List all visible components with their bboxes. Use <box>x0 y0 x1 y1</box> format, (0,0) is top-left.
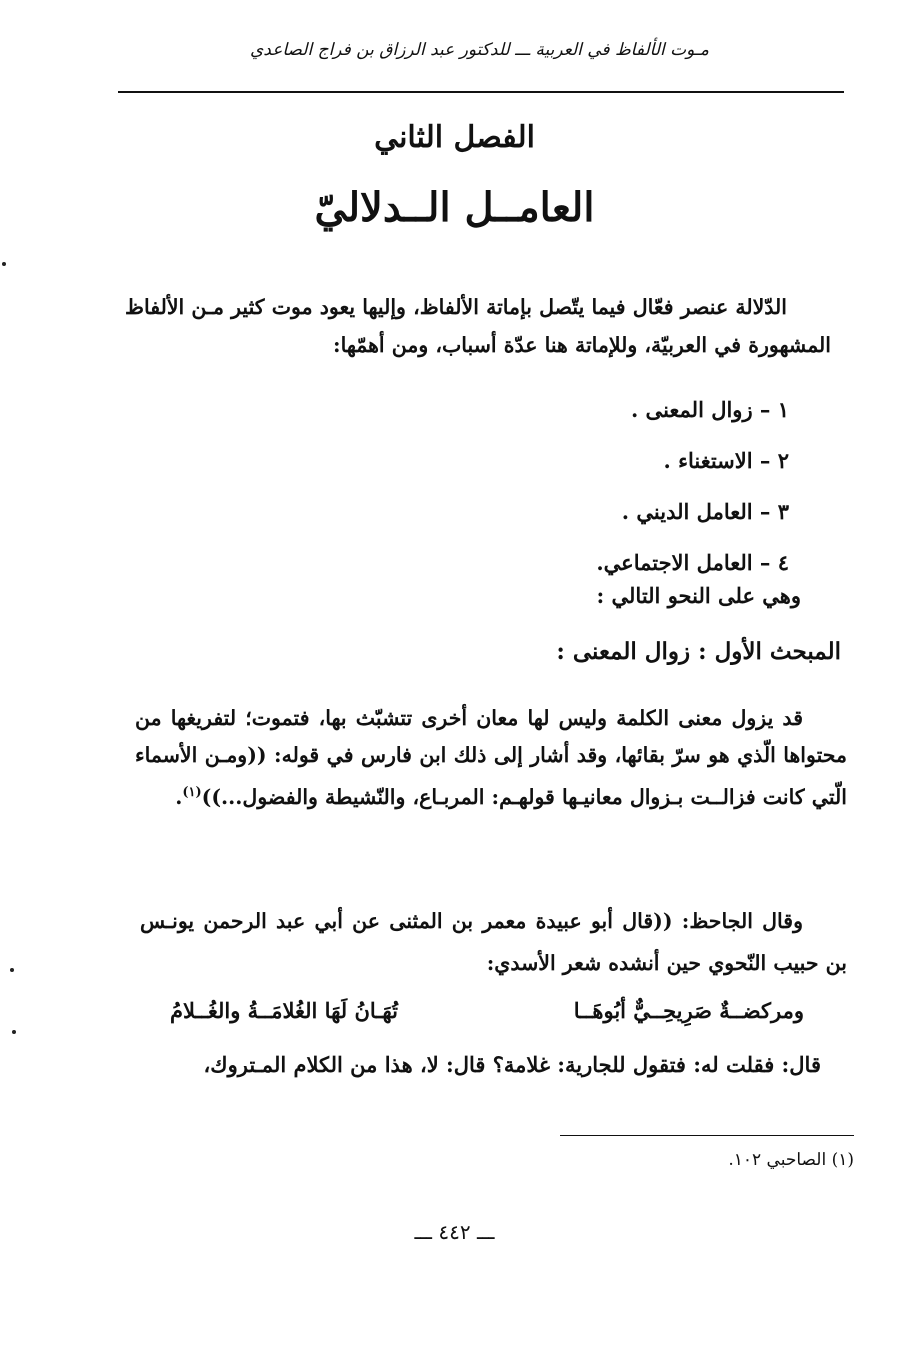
header-divider <box>118 91 844 93</box>
section-paragraph-1 <box>135 700 847 816</box>
section-paragraph-2-text: وقال الجاحظ: ((قال أبو عبيدة معمر بن المثنى عن أبي عبد الرحمن يونـس بن حبيب النّحوي حين أنشده شعر الأسدي: <box>140 909 847 975</box>
intro-paragraph <box>125 288 831 364</box>
footnote: (١) الصاحبي ١٠٢. <box>728 1150 854 1170</box>
list-item: ٢ – الاستغناء . <box>663 448 789 473</box>
causes-list <box>429 384 789 588</box>
scan-speck <box>10 968 14 972</box>
closing-line: قال: فقلت له: فتقول للجارية: غلامة؟ قال: لا، هذا من الكلام المـتروك، <box>203 1052 821 1077</box>
running-header: مـوت الألفاظ في العربية ـــ للدكتور عبد الرزاق بن فراج الصاعدي <box>250 40 709 60</box>
section-paragraph-2 <box>140 900 847 984</box>
page-number: ـــ ٤٤٢ ـــ <box>414 1220 495 1244</box>
verse-first-hemistich: ومركضــةٌ صَرِيحِــيٌّ أبُوهَــا <box>573 998 804 1023</box>
footnote-ref: (١) <box>182 785 202 800</box>
scan-speck <box>12 1030 16 1034</box>
chapter-title: العامــل الــدلاليّ <box>314 184 595 231</box>
list-item: ٤ – العامل الاجتماعي. <box>596 550 789 575</box>
section-heading: المبحث الأول : زوال المعنى : <box>556 638 841 665</box>
verse-second-hemistich: تُهَـانُ لَهَا الغُلامَــةُ والغُــلامُ <box>170 998 398 1023</box>
list-item: ١ – زوال المعنى . <box>630 397 789 422</box>
footnote-divider <box>560 1135 854 1136</box>
poetry-verse <box>170 998 804 1023</box>
section-paragraph-1-text: قد يزول معنى الكلمة وليس لها معان أخرى تتشبّث بها، فتموت؛ لتفريغها من محتواها الّذي هو سرّ بقائها، وقد أشار إلى ذلك ابن فارس في قوله: ((ومـن الأسماء الّتي كانت فزالــت بـزوال معانيـها قولهـم: المربـاع، والنّشيطة والفضول...)) <box>135 706 847 809</box>
sentence-end: . <box>175 784 183 809</box>
scan-speck <box>2 262 6 266</box>
list-item: ٣ – العامل الديني . <box>621 499 789 524</box>
intro-text: الدّلالة عنصر فعّال فيما يتّصل بإماتة الألفاظ، وإليها يعود موت كثير مـن الألفاظ المشهورة في العربيّة، وللإماتة هنا عدّة أسباب، ومن أهمّها: <box>125 295 831 357</box>
transition-line: وهي على النحو التالي : <box>596 583 801 608</box>
chapter-label: الفصل الثاني <box>374 120 535 155</box>
